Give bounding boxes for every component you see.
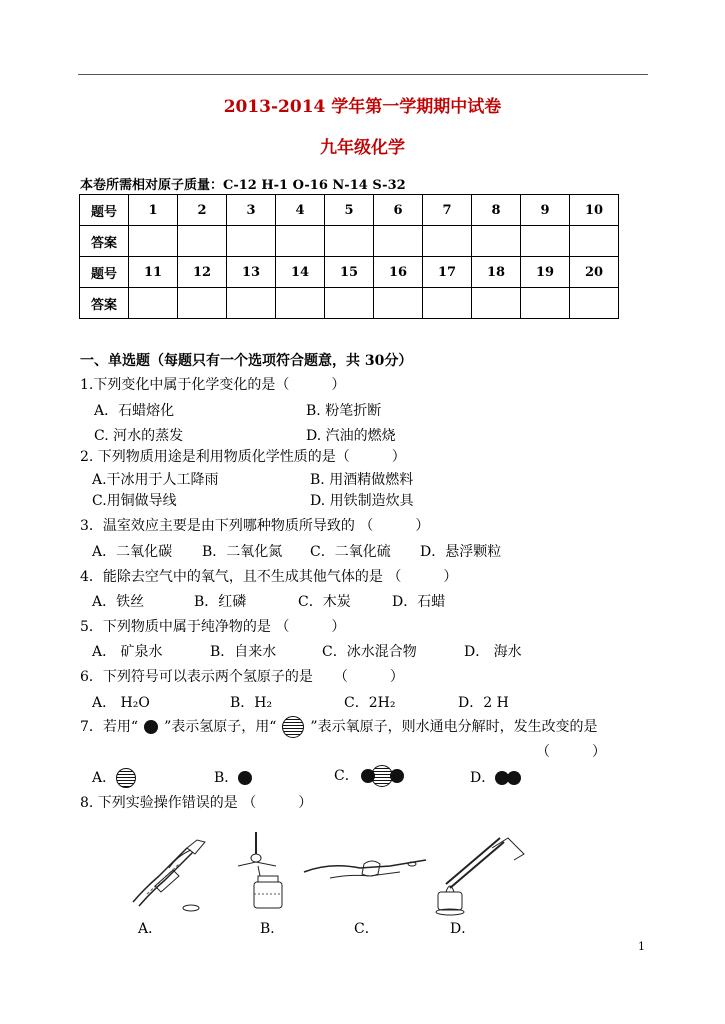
section-heading: 一、单选题（每题只有一个选项符合题意，共 30分）	[80, 353, 413, 369]
question-number: 15	[325, 257, 374, 288]
option-a[interactable]: A．石蜡熔化	[94, 403, 175, 419]
option-c[interactable]: C．冰水混合物	[322, 644, 417, 660]
option-d[interactable]: D．悬浮颗粒	[420, 544, 502, 560]
question-number: 1	[129, 195, 178, 226]
question-stem: 5．下列物质中属于纯净物的是 （ ）	[80, 619, 346, 635]
answer-cell[interactable]	[129, 288, 178, 319]
answer-cell[interactable]	[178, 288, 227, 319]
option-d[interactable]: D. 汽油的燃烧	[306, 428, 396, 444]
hydrogen-atom-icon	[390, 769, 404, 783]
question-stem: 6．下列符号可以表示两个氢原子的是 （ ）	[80, 669, 404, 685]
row-label: 答案	[80, 226, 129, 257]
exam-title: 2013-2014 学年第一学期期中试卷	[223, 97, 502, 117]
answer-cell[interactable]	[276, 226, 325, 257]
figure-label-d[interactable]: D．	[450, 921, 476, 937]
answer-cell[interactable]	[374, 226, 423, 257]
question-number: 19	[521, 257, 570, 288]
lab-pouring-figure	[125, 828, 215, 913]
question-number: 2	[178, 195, 227, 226]
option-b[interactable]: B. 用酒精做燃料	[310, 472, 414, 488]
question-stem	[80, 716, 598, 738]
option-label: D．	[470, 770, 496, 786]
option-a[interactable]: A．铁丝	[92, 594, 145, 610]
question-number: 9	[521, 195, 570, 226]
option-b[interactable]: B．红磷	[194, 594, 247, 610]
stem-part: ”表示氢原子，用“	[164, 719, 277, 735]
question-stem: 1.下列变化中属于化学变化的是（ ）	[80, 377, 346, 393]
option-label: B．	[214, 770, 239, 786]
question-stem: 4．能除去空气中的氧气，且不生成其他气体的是 （ ）	[80, 569, 458, 585]
answer-cell[interactable]	[325, 288, 374, 319]
answer-table	[79, 194, 619, 319]
row-label: 题号	[80, 257, 129, 288]
option-d[interactable]: D. 用铁制造炊具	[310, 493, 414, 509]
stem-part: 7．若用“	[80, 719, 139, 735]
option-label: C．	[334, 768, 359, 784]
table-row	[80, 226, 619, 257]
question-number: 13	[227, 257, 276, 288]
lab-dropper-figure	[232, 828, 292, 913]
figure-label-a[interactable]: A．	[138, 921, 163, 937]
answer-cell[interactable]	[325, 226, 374, 257]
option-b[interactable]: B．H₂	[230, 695, 273, 711]
option-c[interactable]: C．木炭	[298, 594, 351, 610]
question-number: 11	[129, 257, 178, 288]
option-d[interactable]: D．2 H	[458, 695, 509, 711]
answer-cell[interactable]	[472, 288, 521, 319]
question-number: 14	[276, 257, 325, 288]
stem-part: ”表示氧原子，则水通电分解时，发生改变的是	[310, 719, 598, 735]
hydrogen-atom-icon	[144, 720, 158, 734]
question-stem: 3．温室效应主要是由下列哪种物质所导致的 （ ）	[80, 518, 430, 534]
option-b[interactable]	[214, 767, 252, 787]
question-number: 17	[423, 257, 472, 288]
answer-cell[interactable]	[570, 288, 619, 319]
question-number: 8	[472, 195, 521, 226]
lab-hand-tube-figure	[300, 828, 430, 913]
question-number: 16	[374, 257, 423, 288]
option-a[interactable]: A． H₂O	[92, 695, 150, 711]
option-c[interactable]: C. 河水的蒸发	[94, 428, 184, 444]
option-b[interactable]: B．自来水	[210, 644, 277, 660]
option-c[interactable]	[334, 765, 404, 787]
hydrogen-atom-icon	[507, 771, 521, 785]
figure-label-b[interactable]: B．	[260, 921, 285, 937]
lab-heating-figure	[428, 828, 528, 918]
question-number: 18	[472, 257, 521, 288]
question-stem: 8. 下列实验操作错误的是 （ ）	[80, 795, 313, 811]
option-a[interactable]: A.干冰用于人工降雨	[92, 472, 219, 488]
table-row	[80, 257, 619, 288]
question-number: 4	[276, 195, 325, 226]
option-a[interactable]	[92, 767, 136, 788]
atomic-mass-note: 本卷所需相对原子质量：C-12 H-1 O-16 N-14 S-32	[80, 178, 406, 193]
option-c[interactable]: C．二氧化硫	[310, 544, 391, 560]
answer-cell[interactable]	[227, 226, 276, 257]
table-row	[80, 195, 619, 226]
question-number: 12	[178, 257, 227, 288]
option-a[interactable]: A．二氧化碳	[92, 544, 173, 560]
option-c[interactable]: C.用铜做导线	[92, 493, 177, 509]
question-number: 20	[570, 257, 619, 288]
row-label: 题号	[80, 195, 129, 226]
hydrogen-atom-icon	[361, 769, 375, 783]
answer-cell[interactable]	[423, 226, 472, 257]
page-number: 1	[638, 940, 645, 953]
oxygen-atom-icon	[116, 768, 136, 788]
answer-cell[interactable]	[521, 288, 570, 319]
question-number: 3	[227, 195, 276, 226]
question-number: 6	[374, 195, 423, 226]
question-stem: 2. 下列物质用途是利用物质化学性质的是（ ）	[80, 449, 406, 465]
header-rule	[78, 74, 648, 75]
answer-cell[interactable]	[521, 226, 570, 257]
option-d[interactable]: D．石蜡	[392, 594, 446, 610]
hydrogen-atom-icon	[238, 771, 252, 785]
option-d[interactable]	[470, 767, 521, 787]
option-label: A．	[92, 770, 117, 786]
answer-cell[interactable]	[472, 226, 521, 257]
answer-cell[interactable]	[178, 226, 227, 257]
option-a[interactable]: A． 矿泉水	[92, 644, 163, 660]
exam-subtitle: 九年级化学	[320, 138, 405, 158]
figure-label-c[interactable]: C．	[354, 921, 379, 937]
answer-cell[interactable]	[570, 226, 619, 257]
option-c[interactable]: C．2H₂	[344, 695, 396, 711]
row-label: 答案	[80, 288, 129, 319]
answer-cell[interactable]	[276, 288, 325, 319]
answer-cell[interactable]	[374, 288, 423, 319]
option-b[interactable]: B．二氧化氮	[202, 544, 283, 560]
table-row	[80, 288, 619, 319]
answer-cell[interactable]	[227, 288, 276, 319]
option-b[interactable]: B. 粉笔折断	[306, 403, 382, 419]
question-number: 10	[570, 195, 619, 226]
answer-cell[interactable]	[129, 226, 178, 257]
oxygen-atom-icon	[282, 716, 304, 738]
option-d[interactable]: D． 海水	[464, 644, 522, 660]
question-number: 7	[423, 195, 472, 226]
question-number: 5	[325, 195, 374, 226]
answer-cell[interactable]	[423, 288, 472, 319]
answer-paren: （ ）	[536, 744, 606, 760]
